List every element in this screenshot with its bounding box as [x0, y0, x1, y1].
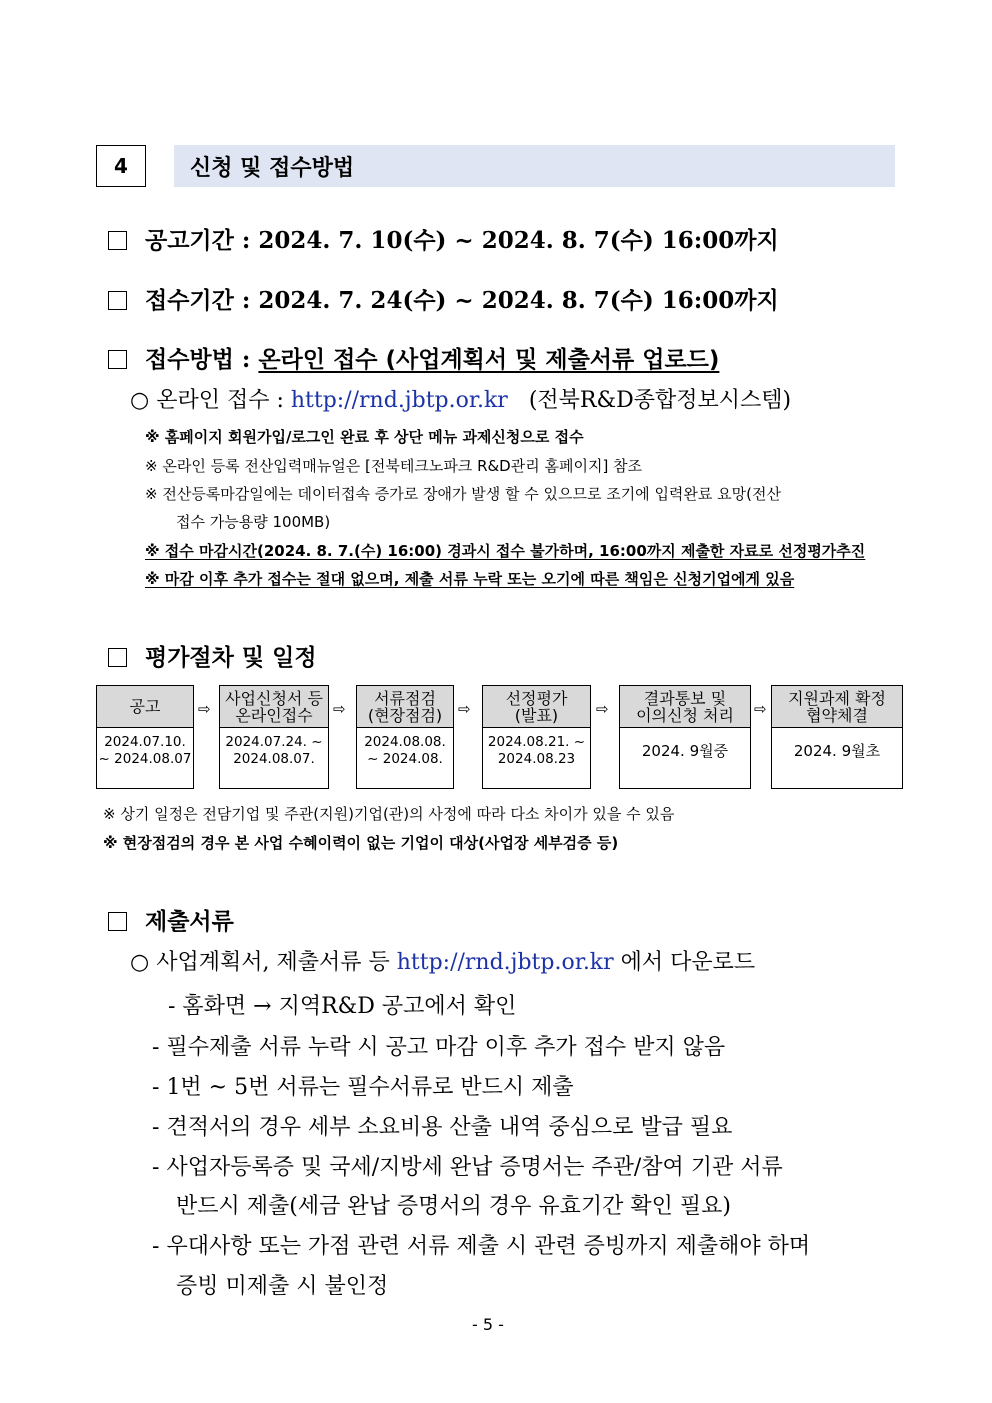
bullet-text: 우대사항 또는 가점 관련 서류 제출 시 관련 증빙까지 제출해야 하며 — [166, 1234, 811, 1259]
note-no-additional: ※ 마감 이후 추가 접수는 절대 없으며, 제출 서류 누락 또는 오기에 따른 책임은 신청기업에게 있음 — [145, 570, 795, 588]
flow-step-agreement — [771, 685, 903, 789]
bullet-text: 견적서의 경우 세부 소요비용 산출 내역 중심으로 발급 필요 — [166, 1115, 733, 1140]
online-url-link[interactable]: http://rnd.jbtp.or.kr — [290, 388, 508, 413]
flow-step-title: 결과통보 및 이의신청 처리 — [620, 686, 750, 728]
flow-step-date: 2024.08.08. ~ 2024.08. — [364, 734, 446, 767]
flow-step-announce — [96, 685, 194, 789]
arrow-right-icon: ⇨ — [198, 700, 211, 718]
section-title: 신청 및 접수방법 — [174, 145, 895, 187]
method-colon: : — [241, 346, 251, 373]
documents-bullet-4 — [152, 1150, 783, 1181]
documents-bullet-1 — [152, 1030, 725, 1061]
bullet-text: 필수제출 서류 누락 시 공고 마감 이후 추가 접수 받지 않음 — [166, 1035, 726, 1060]
note-signup: ※ 홈페이지 회원가입/로그인 완료 후 상단 메뉴 과제신청으로 접수 — [145, 428, 584, 446]
flow-step-result — [619, 685, 751, 789]
arrow-right-icon: ⇨ — [754, 700, 767, 718]
checkbox-icon — [108, 291, 127, 310]
flow-step-title: 서류점검 (현장점검) — [357, 686, 453, 728]
documents-bullet-3 — [152, 1110, 732, 1141]
documents-bullet-5-cont: 증빙 미제출 시 불인정 — [176, 1274, 389, 1299]
announce-value: : 2024. 7. 10(수) ~ 2024. 8. 7(수) 16:00까지 — [241, 227, 779, 254]
receipt-method-row — [108, 341, 719, 374]
online-receipt-line — [130, 383, 791, 414]
flow-step-date: 2024.07.24. ~ 2024.08.07. — [225, 734, 323, 767]
section-number: 4 — [96, 145, 146, 187]
flow-step-title: 공고 — [97, 686, 193, 728]
bullet-text: 사업자등록증 및 국세/지방세 완납 증명서는 주관/참여 기관 서류 — [166, 1155, 783, 1180]
flow-step-date: 2024. 9월초 — [793, 741, 881, 760]
evaluation-heading: 평가절차 및 일정 — [145, 645, 317, 671]
dash-icon: - — [152, 1115, 160, 1140]
flow-step-date: 2024.08.21. ~ 2024.08.23 — [487, 734, 586, 767]
checkbox-icon — [108, 350, 127, 369]
documents-bullet-4-cont: 반드시 제출(세금 완납 증명서의 경우 유효기간 확인 필요) — [176, 1194, 731, 1219]
arrow-right-icon: ⇨ — [333, 700, 346, 718]
note-deadline-time: ※ 접수 마감시간(2024. 8. 7.(수) 16:00) 경과시 접수 불가하며, 16:00까지 제출한 자료로 선정평가추진 — [145, 542, 866, 560]
documents-suffix: 에서 다운로드 — [620, 950, 756, 975]
documents-url-link[interactable]: http://rnd.jbtp.or.kr — [396, 950, 614, 975]
documents-heading-row — [108, 903, 234, 936]
documents-bullet-2 — [152, 1070, 574, 1101]
documents-bullet-5 — [152, 1229, 810, 1260]
bullet-icon: ○ — [130, 950, 150, 975]
flow-step-date: 2024. 9월중 — [641, 741, 729, 760]
dash-icon: - — [152, 1035, 160, 1060]
online-suffix: (전북R&D종합정보시스템) — [528, 388, 792, 413]
receipt-value: : 2024. 7. 24(수) ~ 2024. 8. 7(수) 16:00까지 — [241, 287, 779, 314]
method-label: 접수방법 — [145, 347, 234, 373]
dash-icon: - — [152, 1155, 160, 1180]
flow-step-title: 지원과제 확정 협약체결 — [772, 686, 902, 728]
note-deadline-load-cont: 접수 가능용량 100MB) — [176, 513, 331, 531]
flow-step-online-receipt — [219, 685, 329, 789]
receipt-label: 접수기간 — [145, 288, 234, 314]
documents-heading: 제출서류 — [145, 909, 234, 935]
announce-label: 공고기간 — [145, 228, 234, 254]
evaluation-note-schedule: ※ 상기 일정은 전담기업 및 주관(지원)기업(관)의 사정에 따라 다소 차이가 있을 수 있음 — [103, 805, 675, 823]
method-value: 온라인 접수 (사업계획서 및 제출서류 업로드) — [258, 347, 720, 373]
dash-icon: - — [152, 1075, 160, 1100]
flow-step-selection — [482, 685, 591, 789]
page-number: - 5 - — [472, 1315, 504, 1334]
flow-step-title: 선정평가 (발표) — [483, 686, 590, 728]
evaluation-note-onsite: ※ 현장점검의 경우 본 사업 수혜이력이 없는 기업이 대상(사업장 세부검증 등) — [103, 834, 619, 852]
flow-step-date: 2024.07.10. ~ 2024.08.07 — [98, 734, 192, 767]
documents-download-line — [130, 945, 755, 976]
announce-period-row — [108, 222, 779, 255]
bullet-icon: ○ — [130, 388, 150, 413]
arrow-right-icon: ⇨ — [458, 700, 471, 718]
documents-prefix: 사업계획서, 제출서류 등 — [156, 950, 390, 975]
checkbox-icon — [108, 231, 127, 250]
note-manual: ※ 온라인 등록 전산입력매뉴얼은 [전북테크노파크 R&D관리 홈페이지] 참조 — [145, 457, 643, 475]
checkbox-icon — [108, 912, 127, 931]
online-prefix: 온라인 접수 : — [156, 388, 284, 413]
arrow-right-icon: ⇨ — [596, 700, 609, 718]
checkbox-icon — [108, 648, 127, 667]
dash-icon: - — [152, 1234, 160, 1259]
evaluation-heading-row — [108, 639, 317, 672]
note-deadline-load: ※ 전산등록마감일에는 데이터접속 증가로 장애가 발생 할 수 있으므로 조기에 입력완료 요망(전산 — [145, 485, 781, 503]
receipt-period-row — [108, 282, 779, 315]
bullet-text: 1번 ~ 5번 서류는 필수서류로 반드시 제출 — [166, 1075, 574, 1100]
flow-step-document-check — [356, 685, 454, 789]
flow-step-title: 사업신청서 등 온라인접수 — [220, 686, 328, 728]
documents-home-line: - 홈화면 → 지역R&D 공고에서 확인 — [168, 994, 517, 1019]
